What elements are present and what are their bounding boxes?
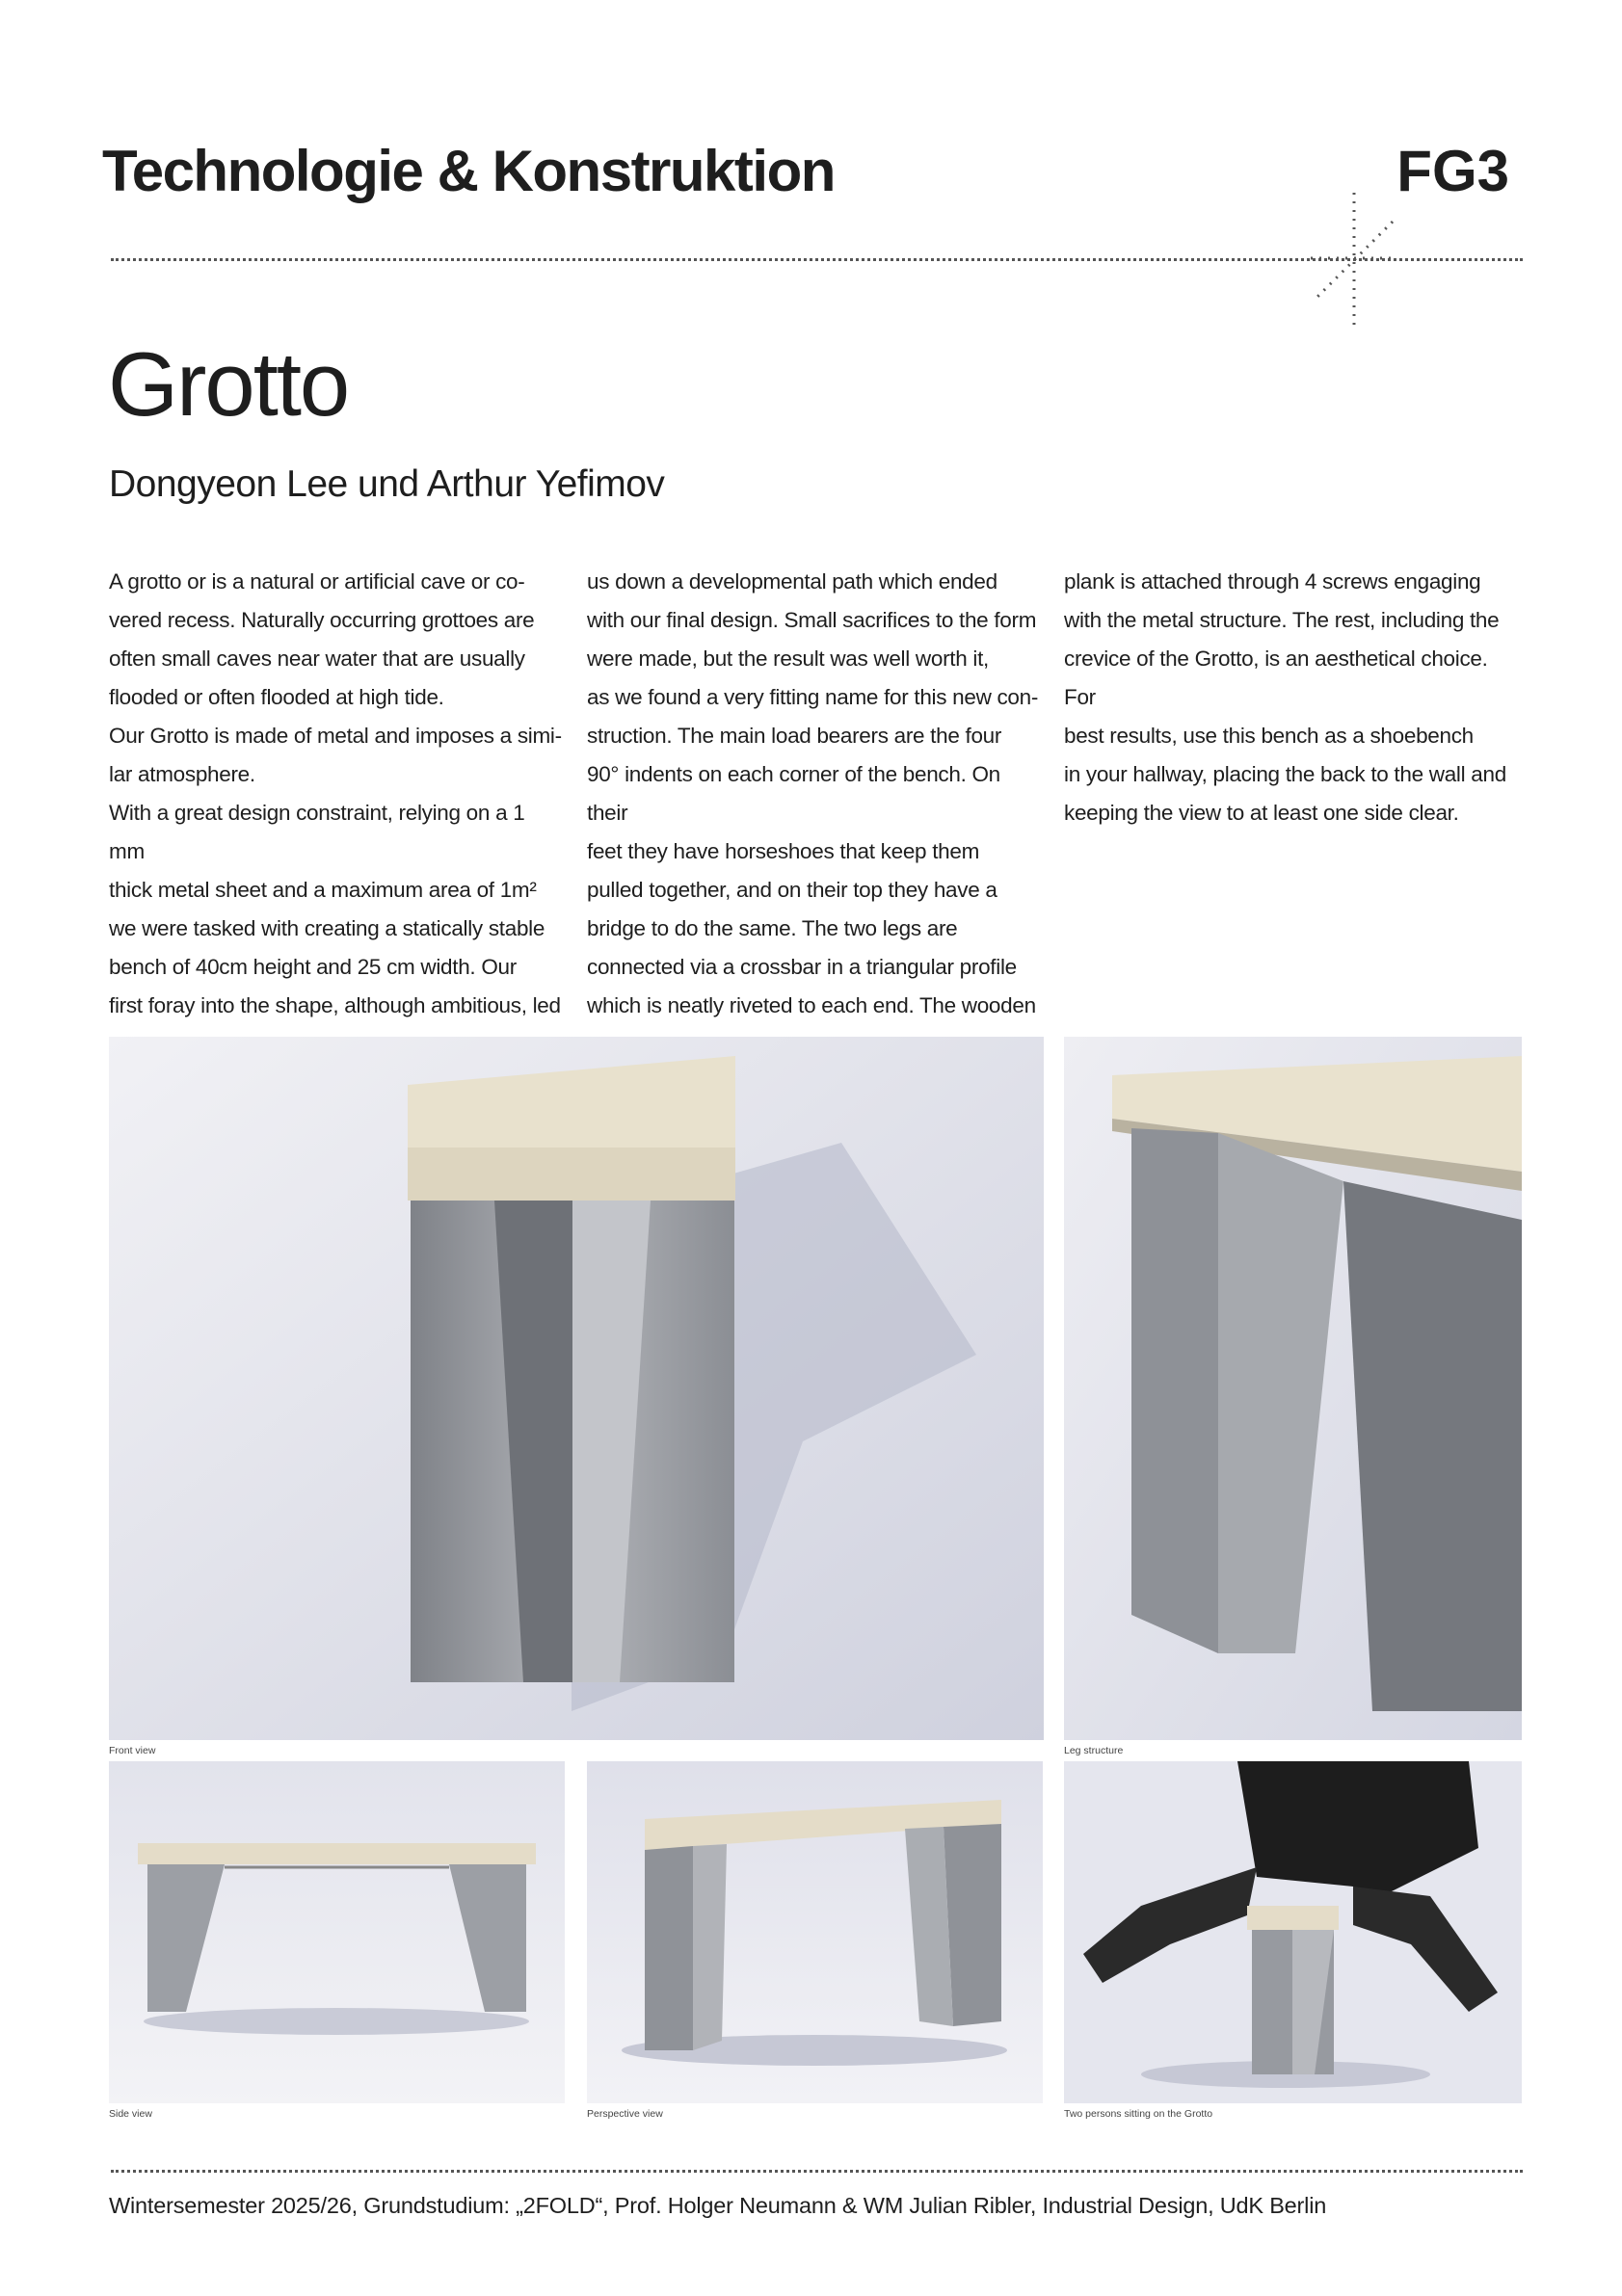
photo-front-view [109, 1037, 1044, 1740]
article-authors: Dongyeon Lee und Arthur Yefimov [109, 463, 665, 505]
body-column-1: A grotto or is a natural or artificial cave or co- vered recess. Naturally occurring grottoes are often small caves near water that are usually flooded or often flooded at high tide. Our Grotto is made of metal and imposes a simi- lar atmosphere. With a great design constraint, relying on a 1 mm thick metal sheet and a maximum area of 1m² we were tasked with creating a statically stable bench of 40cm height and 25 cm width. Our first foray into the shape, although ambitious, led [109, 569, 562, 1017]
body-column-3: plank is attached through 4 screws engaging with the metal structure. The rest, including the crevice of the Grotto, is an aesthetical choice. For best results, use this bench as a shoebench in your hallway, placing the back to the wall and keeping the view to at least one side clear. [1064, 569, 1506, 825]
footer-credits: Wintersemester 2025/26, Grundstudium: „2FOLD“, Prof. Holger Neumann & WM Julian Ribler, Industrial Design, UdK Berlin [109, 2193, 1327, 2218]
header-title: Technologie & Konstruktion [102, 139, 835, 203]
photo-side-view [109, 1761, 565, 2103]
photo-leg-structure [1064, 1037, 1522, 1740]
photo-perspective-view [587, 1761, 1043, 2103]
footer-divider [111, 2170, 1523, 2173]
header-code: FG3 [1396, 139, 1509, 203]
caption-leg-structure: Leg structure [1064, 1745, 1124, 1756]
body-column-2: us down a developmental path which ended with our final design. Small sacrifices to the form were made, but the result was well worth it, as we found a very fitting name for this new con- struction. The main load bearers are the four 90° indents on each corner of the bench. On their feet they have horseshoes that keep them pulled together, and on their top they have a bridge to do the same. The two legs are connected via a crossbar in a triangular profile which is neatly riveted to each end. The wooden [587, 569, 1039, 1017]
caption-two-persons-sitting: Two persons sitting on the Grotto [1064, 2108, 1213, 2120]
caption-side-view: Side view [109, 2108, 152, 2120]
article-title: Grotto [108, 333, 349, 435]
header-star-icon [1311, 193, 1397, 328]
caption-front-view: Front view [109, 1745, 156, 1756]
photo-two-persons-sitting [1064, 1761, 1522, 2103]
caption-perspective-view: Perspective view [587, 2108, 663, 2120]
